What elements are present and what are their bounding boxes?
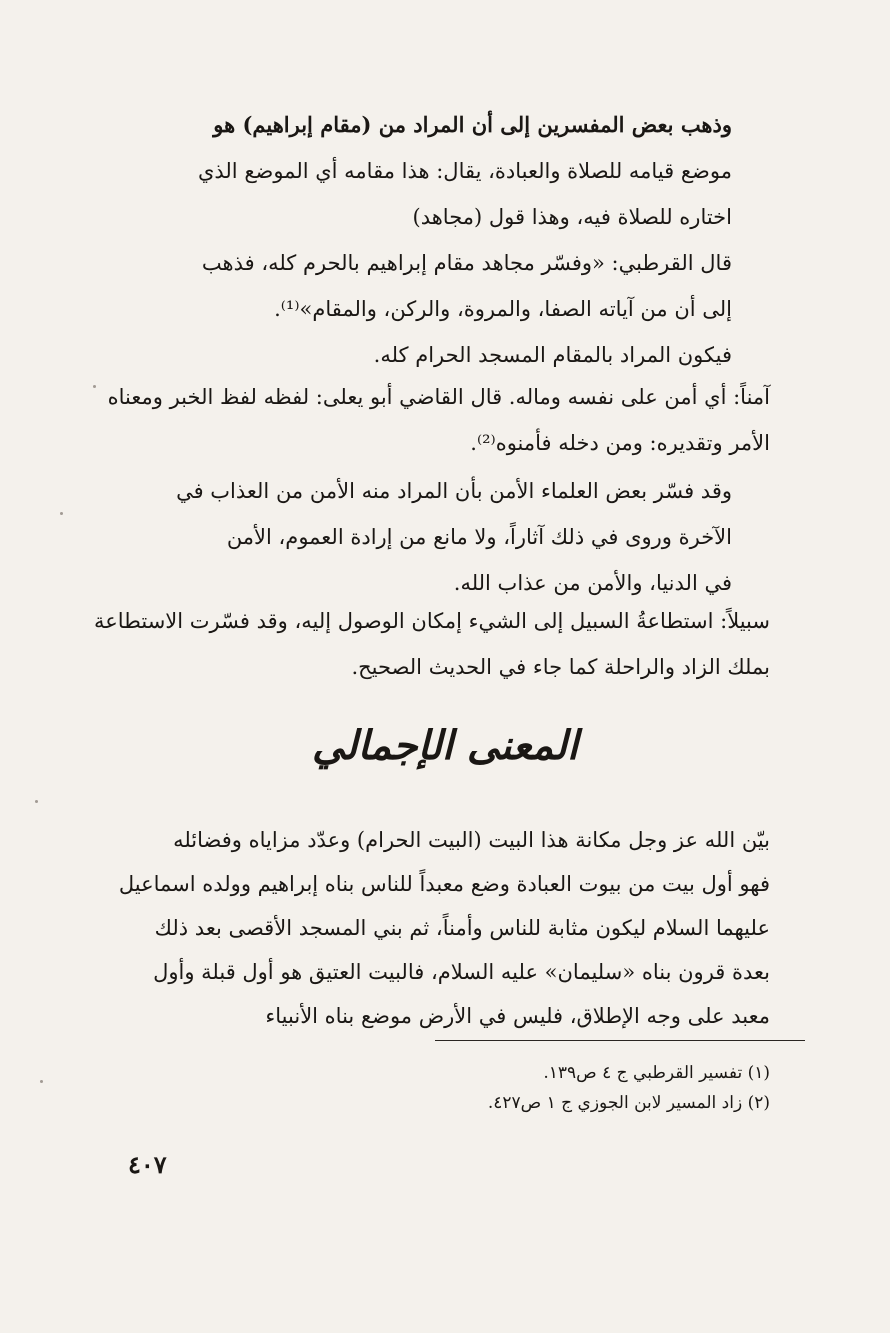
page-number: ٤٠٧ <box>128 1150 167 1179</box>
text-line: اختاره للصلاة فيه، وهذا قول (مجاهد) <box>412 205 732 229</box>
text-line: بعدة قرون بناه «سليمان» عليه السلام، فالبيت العتيق هو أول قبلة وأول <box>153 960 770 984</box>
footnote-2: (٢) زاد المسير لابن الجوزي ج ١ ص٤٢٧. <box>487 1093 770 1113</box>
text-line: بيّن الله عز وجل مكانة هذا البيت (البيت الحرام) وعدّد مزاياه وفضائله <box>173 828 770 852</box>
paper-speck <box>35 800 38 803</box>
text-line: الآخرة وروى في ذلك آثاراً، ولا مانع من إرادة العموم، الأمن <box>226 525 732 549</box>
paragraph-maqam-ibrahim <box>122 102 732 240</box>
text-line: فهو أول بيت من بيوت العبادة وضع معبداً للناس بناه إبراهيم وولده اسماعيل <box>118 872 770 896</box>
paper-speck <box>60 512 63 515</box>
paper-speck <box>40 1080 43 1083</box>
section-heading: المعنى الإجمالي <box>311 722 579 769</box>
definition-sabilan <box>70 598 770 690</box>
text-line: موضع قيامه للصلاة والعبادة، يقال: هذا مقامه أي الموضع الذي <box>197 159 732 183</box>
text-line: آمناً: أي أمن على نفسه وماله. قال القاضي أبو يعلى: لفظه لفظ الخبر ومعناه <box>107 385 770 409</box>
definition-aminan <box>80 374 770 466</box>
paragraph-qurtubi-quote <box>122 240 732 378</box>
text-line: سبيلاً: استطاعةُ السبيل إلى الشيء إمكان الوصول إليه، وقد فسّرت الاستطاعة <box>93 609 770 633</box>
text-line: إلى أن من آياته الصفا، والمروة، والركن، والمقام»⁽¹⁾. <box>274 297 732 321</box>
text-line: الأمر وتقديره: ومن دخله فأمنوه⁽²⁾. <box>470 431 770 455</box>
paragraph-amn-tafsir <box>102 468 732 606</box>
footnote-divider <box>435 1040 805 1041</box>
text-line: وقد فسّر بعض العلماء الأمن بأن المراد منه الأمن من العذاب في <box>176 479 732 503</box>
text-line: قال القرطبي: «وفسّر مجاهد مقام إبراهيم بالحرم كله، فذهب <box>201 251 732 275</box>
text-line: معبد على وجه الإطلاق، فليس في الأرض موضع بناه الأنبياء <box>265 1004 770 1028</box>
text-line: فيكون المراد بالمقام المسجد الحرام كله. <box>373 343 732 367</box>
paragraph-general-meaning <box>70 818 770 1038</box>
footnotes <box>310 1058 770 1118</box>
text-line: في الدنيا، والأمن من عذاب الله. <box>453 571 732 595</box>
text-line: عليهما السلام ليكون مثابة للناس وأمناً، ثم بني المسجد الأقصى بعد ذلك <box>154 916 770 940</box>
footnote-1: (١) تفسير القرطبي ج ٤ ص١٣٩. <box>543 1063 770 1083</box>
text-line: بملك الزاد والراحلة كما جاء في الحديث الصحيح. <box>351 655 770 679</box>
paper-speck <box>93 385 96 388</box>
text-line: وذهب بعض المفسرين إلى أن المراد من (مقام إبراهيم) هو <box>213 112 732 137</box>
